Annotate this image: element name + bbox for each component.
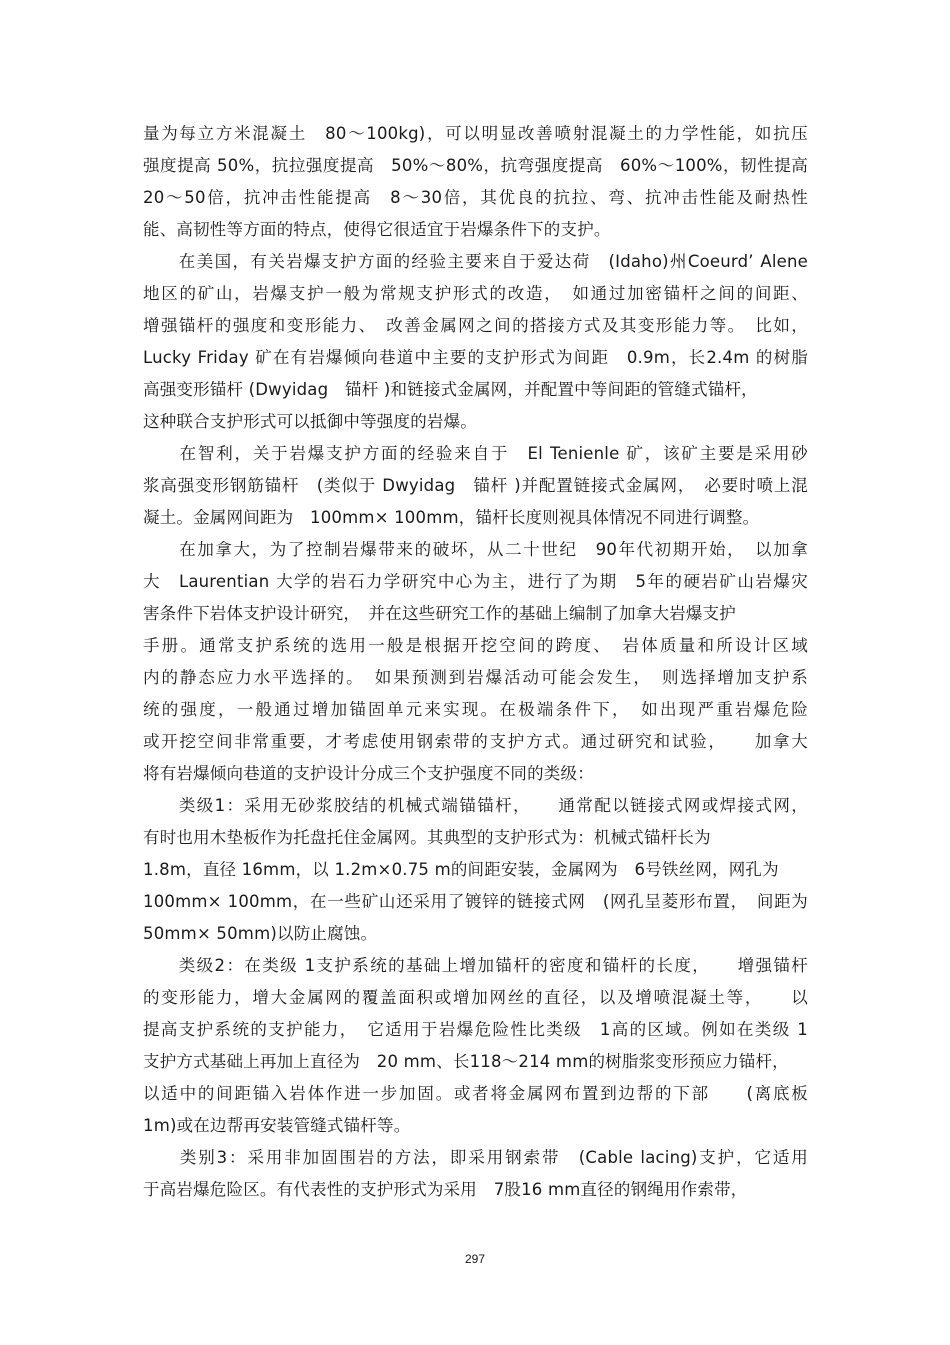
text-line: 手册。通常支护系统的选用一般是根据开挖空间的跨度、 岩体质量和所设计区域	[143, 636, 808, 655]
text-line: 内的静态应力水平选择的。 如果预测到岩爆活动可能会发生， 则选择增加支护系	[143, 668, 808, 687]
text-line: 支护方式基础上再加上直径为 20 mm、长118～214 mm的树脂浆变形预应力锚杆，	[143, 1052, 789, 1071]
paragraph-canada	[143, 534, 808, 790]
text-line: 100mm× 100mm，在一些矿山还采用了镀锌的链接式网 (网孔呈菱形布置， 间距为	[143, 892, 808, 911]
text-line: 或开挖空间非常重要，才考虑使用钢索带的支护方式。通过研究和试验， 加拿大	[143, 732, 808, 751]
text-line: 50mm× 50mm)以防止腐蚀。	[143, 924, 378, 943]
paragraph-sfrc-properties	[143, 118, 808, 246]
text-line: 类级1：采用无砂浆胶结的机械式端锚锚杆， 通常配以链接式网或焊接式网，	[143, 796, 808, 815]
text-line: 的变形能力，增大金属网的覆盖面积或增加网丝的直径，以及增喷混凝土等， 以	[143, 988, 808, 1007]
text-line: 在加拿大，为了控制岩爆带来的破坏，从二十世纪 90年代初期开始， 以加拿	[143, 540, 808, 559]
text-line: 1m)或在边帮再安装管缝式锚杆等。	[143, 1116, 411, 1135]
text-line: 凝土。金属网间距为 100mm× 100mm，锚杆长度则视具体情况不同进行调整。	[143, 508, 760, 527]
text-line: 在智利，关于岩爆支护方面的经验来自于 El Tenienle 矿，该矿主要是采用砂	[143, 444, 808, 463]
paragraph-usa	[143, 246, 808, 438]
paragraph-class-2	[143, 950, 808, 1142]
text-line: 地区的矿山，岩爆支护一般为常规支护形式的改造， 如通过加密锚杆之间的间距、	[143, 284, 808, 303]
text-line: 统的强度，一般通过增加锚固单元来实现。在极端条件下， 如出现严重岩爆危险	[143, 700, 808, 719]
text-line: 高强变形锚杆 (Dwyidag 锚杆 )和链接式金属网，并配置中等间距的管缝式锚杆，	[143, 380, 758, 399]
page-number: 297	[464, 1252, 486, 1266]
text-line: 1.8m，直径 16mm，以 1.2m×0.75 m的间距安装，金属网为 6号铁丝网，网孔为	[143, 860, 779, 879]
text-line: 有时也用木垫板作为托盘托住金属网。其典型的支护形式为：机械式锚杆长为	[143, 828, 711, 847]
text-line: 类别3：采用非加固围岩的方法，即采用钢索带 (Cable lacing)支护，它适用	[143, 1148, 808, 1167]
paragraph-class-3	[143, 1142, 808, 1206]
text-line: 大 Laurentian 大学的岩石力学研究中心为主，进行了为期 5年的硬岩矿山岩爆灾	[143, 572, 808, 591]
text-line: 增强锚杆的强度和变形能力、 改善金属网之间的搭接方式及其变形能力等。 比如，	[143, 316, 808, 335]
text-line: 能、高韧性等方面的特点，使得它很适宜于岩爆条件下的支护。	[143, 220, 611, 239]
paragraph-chile	[143, 438, 808, 534]
text-line: 在美国，有关岩爆支护方面的经验主要来自于爱达荷 (Idaho)州Coeurd’ Alene	[143, 252, 808, 271]
text-line: 提高支护系统的支护能力， 它适用于岩爆危险性比类级 1高的区域。例如在类级 1	[143, 1020, 808, 1039]
paragraph-class-1	[143, 790, 808, 950]
text-line: 类级2：在类级 1支护系统的基础上增加锚杆的密度和锚杆的长度， 增强锚杆	[143, 956, 808, 975]
text-line: 浆高强变形钢筋锚杆 (类似于 Dwyidag 锚杆 )并配置链接式金属网， 必要时喷上混	[143, 476, 808, 495]
text-line: 将有岩爆倾向巷道的支护设计分成三个支护强度不同的类级：	[143, 764, 594, 783]
text-line: 强度提高 50%，抗拉强度提高 50%～80%，抗弯强度提高 60%～100%，韧性提高	[143, 156, 808, 175]
text-line: 以适中的间距锚入岩体作进一步加固。或者将金属网布置到边帮的下部 (离底板	[143, 1084, 808, 1103]
document-body	[143, 118, 808, 1206]
text-line: 害条件下岩体支护设计研究， 并在这些研究工作的基础上编制了加拿大岩爆支护	[143, 604, 736, 623]
text-line: 这种联合支护形式可以抵御中等强度的岩爆。	[143, 412, 477, 431]
text-line: Lucky Friday 矿在有岩爆倾向巷道中主要的支护形式为间距 0.9m，长2.4m 的树脂	[143, 348, 808, 367]
text-line: 于高岩爆危险区。有代表性的支护形式为采用 7股16 mm直径的钢绳用作索带，	[143, 1180, 748, 1199]
text-line: 20～50倍，抗冲击性能提高 8～30倍，其优良的抗拉、弯、抗冲击性能及耐热性	[143, 188, 808, 207]
text-line: 量为每立方米混凝土 80～100kg)，可以明显改善喷射混凝土的力学性能，如抗压	[143, 124, 808, 143]
